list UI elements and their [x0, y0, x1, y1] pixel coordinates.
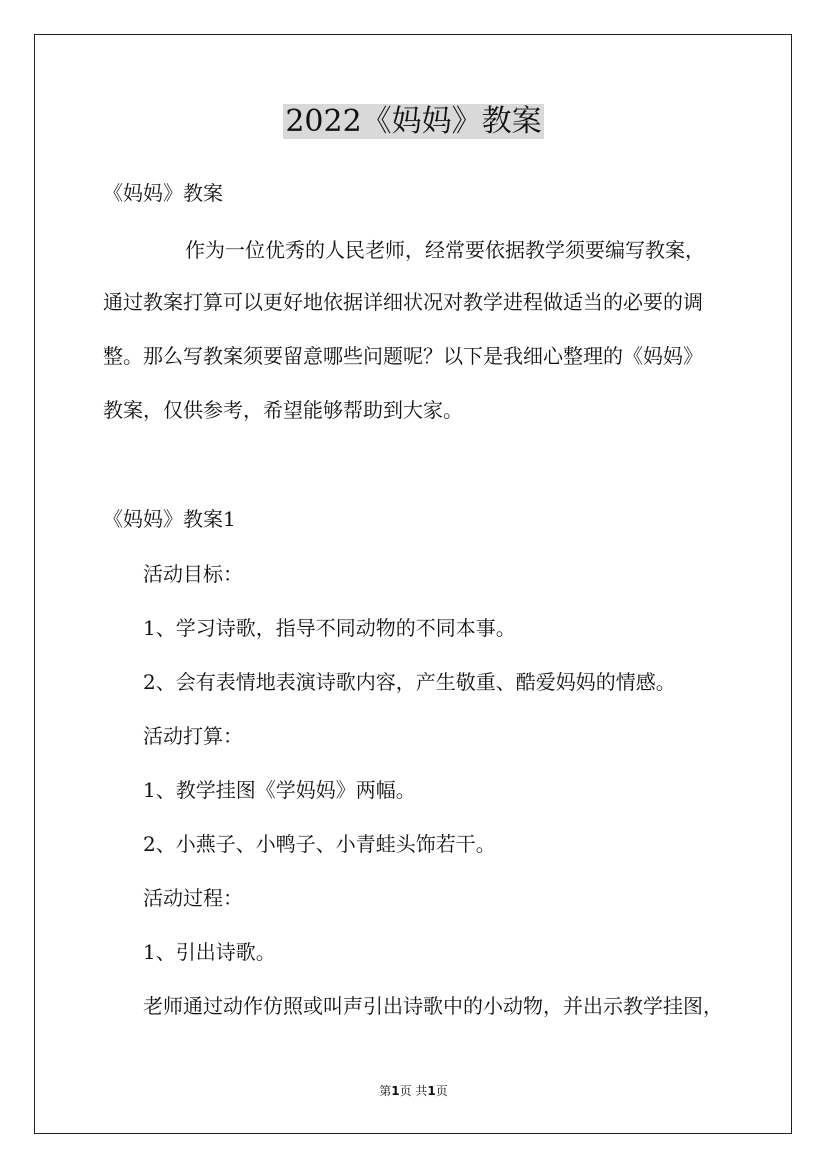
intro-line-4: 教案，仅供参考，希望能够帮助到大家。 [103, 398, 463, 422]
section-title: 《妈妈》教案1 [103, 507, 236, 531]
page-number-footer: 第1页 共1页 [379, 1084, 448, 1098]
intro-line-3: 整。那么写教案须要留意哪些问题呢？以下是我细心整理的《妈妈》 [103, 344, 703, 368]
body-line-1: 活动目标： [143, 562, 243, 586]
total-page-number: 1 [427, 1084, 436, 1098]
current-page-number: 1 [391, 1084, 400, 1098]
body-line-4: 活动打算： [143, 724, 243, 748]
intro-line-2: 通过教案打算可以更好地依据详细状况对教学进程做适当的必要的调 [103, 290, 703, 314]
document-subtitle: 《妈妈》教案 [103, 181, 223, 205]
body-line-2: 1、学习诗歌，指导不同动物的不同本事。 [143, 616, 516, 640]
document-title: 2022《妈妈》教案 [285, 104, 542, 139]
body-line-5: 1、教学挂图《学妈妈》两幅。 [143, 778, 416, 802]
body-line-6: 2、小燕子、小鸭子、小青蛙头饰若干。 [143, 832, 496, 856]
body-line-9: 老师通过动作仿照或叫声引出诗歌中的小动物，并出示教学挂图， [143, 994, 723, 1018]
body-line-3: 2、会有表情地表演诗歌内容，产生敬重、酷爱妈妈的情感。 [143, 670, 676, 694]
body-line-7: 活动过程： [143, 886, 243, 910]
intro-line-1: 作为一位优秀的人民老师，经常要依据教学须要编写教案， [185, 238, 705, 262]
body-line-8: 1、引出诗歌。 [143, 940, 276, 964]
